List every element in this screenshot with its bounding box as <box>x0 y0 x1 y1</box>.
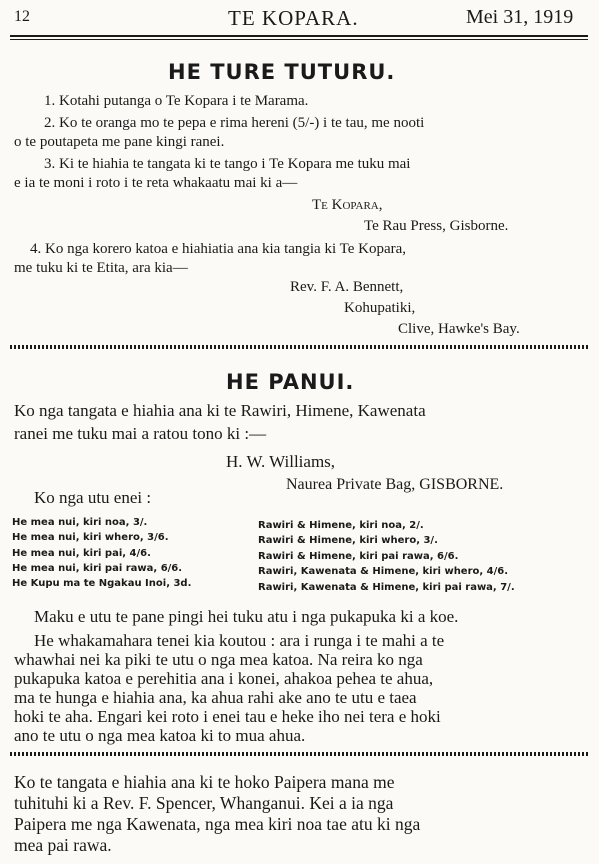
section-divider-2 <box>10 752 588 756</box>
address-kopara-name: Te Kopara, <box>312 197 383 213</box>
price-left-5: He Kupu ma te Ngakau Inoi, 3d. <box>12 578 192 589</box>
price-left-3: He mea nui, kiri pai, 4/6. <box>12 548 151 559</box>
section-heading-panui: HE PANUI. <box>226 370 355 394</box>
section-heading-ture: HE TURE TUTURU. <box>168 60 396 84</box>
page-number: 12 <box>14 8 30 25</box>
notice-line-6: ano te utu o nga mea katoa ki to mua ahua. <box>14 726 306 745</box>
address-kopara-press: Te Rau Press, Gisborne. <box>364 218 509 234</box>
price-left-1: He mea nui, kiri noa, 3/. <box>12 517 148 528</box>
paipera-line-1: Ko te tangata e hiahia ana ki te hoko Paipera mana me <box>14 772 395 792</box>
header-rule <box>10 35 588 37</box>
price-left-2: He mea nui, kiri whero, 3/6. <box>12 532 169 543</box>
paipera-line-2: tuhituhi ki a Rev. F. Spencer, Whanganui. Kei a ia nga <box>14 793 394 813</box>
notice-line-3: pukapuka katoa e perehitia ana i konei, ahakoa pehea te ahua, <box>14 669 434 688</box>
williams-address: Naurea Private Bag, GISBORNE. <box>286 476 504 493</box>
price-right-5: Rawiri, Kawenata & Himene, kiri pai rawa, 7/. <box>258 582 515 593</box>
price-right-1: Rawiri & Himene, kiri noa, 2/. <box>258 520 424 531</box>
rule-4-line-1: 4. Ko nga korero katoa e hiahiatia ana kia tangia ki Te Kopara, <box>30 241 407 257</box>
address-bennett-region: Clive, Hawke's Bay. <box>398 321 520 337</box>
paipera-line-3: Paipera me nga Kawenata, nga mea kiri noa tae atu ki nga <box>14 814 421 834</box>
price-right-4: Rawiri, Kawenata & Himene, kiri whero, 4/6. <box>258 566 509 577</box>
panui-intro-line-2: ranei me tuku mai a ratou tono ki :— <box>14 424 267 443</box>
price-left-4: He mea nui, kiri pai rawa, 6/6. <box>12 563 183 574</box>
paipera-line-4: mea pai rawa. <box>14 835 112 855</box>
prices-label: Ko nga utu enei : <box>34 488 152 507</box>
issue-date: Mei 31, 1919 <box>466 6 574 28</box>
postage-note: Maku e utu te pane pingi hei tuku atu i nga pukapuka ki a koe. <box>34 607 459 626</box>
rule-4-line-2: me tuku ki te Etita, ara kia— <box>14 260 188 276</box>
price-right-2: Rawiri & Himene, kiri whero, 3/. <box>258 535 438 546</box>
section-divider <box>10 345 588 349</box>
notice-line-2: whawhai nei ka piki te utu o nga mea katoa. Na reira ko nga <box>14 650 423 669</box>
running-title: TE KOPARA. <box>228 6 359 30</box>
header-rule-thin <box>10 39 588 40</box>
price-right-3: Rawiri & Himene, kiri pai rawa, 6/6. <box>258 551 459 562</box>
williams-name: H. W. Williams, <box>226 452 336 471</box>
address-bennett-place: Kohupatiki, <box>344 300 416 316</box>
rule-3-line-1: 3. Ki te hiahia te tangata ki te tango i Te Kopara me tuku mai <box>44 156 411 172</box>
rule-1: 1. Kotahi putanga o Te Kopara i te Marama. <box>44 93 309 109</box>
notice-line-1: He whakamahara tenei kia koutou : ara i runga i te mahi a te <box>34 631 445 650</box>
rule-2-line-2: o te poutapeta me pane kingi ranei. <box>14 134 225 150</box>
notice-line-5: hoki te aha. Engari kei roto i enei tau e heke iho nei tera e hoki <box>14 707 441 726</box>
rule-2-line-1: 2. Ko te oranga mo te pepa e rima hereni (5/-) i te tau, me nooti <box>44 115 425 131</box>
address-bennett-name: Rev. F. A. Bennett, <box>290 279 404 295</box>
notice-line-4: ma te hunga e hiahia ana, ka ahua rahi ake ano te utu e taea <box>14 688 417 707</box>
panui-intro-line-1: Ko nga tangata e hiahia ana ki te Rawiri, Himene, Kawenata <box>14 401 426 420</box>
rule-3-line-2: e ia te moni i roto i te reta whakaatu mai ki a— <box>14 175 298 191</box>
